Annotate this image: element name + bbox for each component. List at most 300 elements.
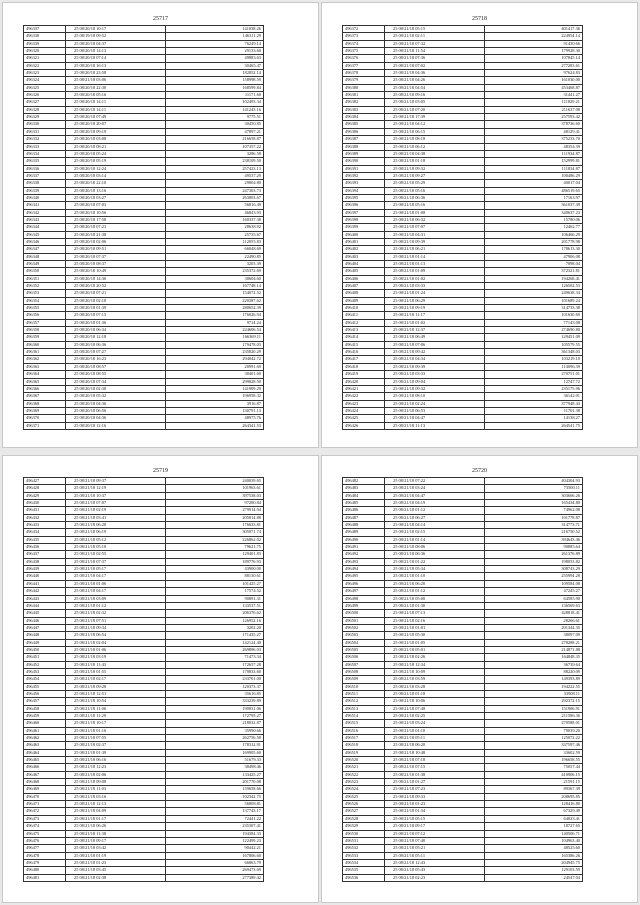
table-row (343, 275, 583, 282)
date-time-cell: 25 08/21/18 10:48 (385, 749, 485, 756)
date-time-cell: 25 08/21/18 09:28 (66, 683, 166, 690)
date-time-cell: 25 08/21/18 12:34 (385, 661, 485, 668)
amount-cell: 35616.85 (166, 690, 264, 697)
record-id-cell: 496356 (24, 312, 66, 319)
table-row (343, 393, 583, 400)
date-time-cell: 25 08/21/18 04:54 (385, 84, 485, 91)
table-row (24, 588, 264, 595)
ledger-table (342, 25, 583, 430)
table-row (24, 393, 264, 400)
record-id-cell: 496374 (343, 40, 385, 47)
date-time-cell: 25 08/21/18 05:15 (385, 815, 485, 822)
table-row (343, 341, 583, 348)
amount-cell: 33602.59 (485, 749, 583, 756)
amount-cell: 486519.65 (485, 187, 583, 194)
date-time-cell: 25 08/21/18 01:12 (385, 507, 485, 514)
record-id-cell: 496418 (343, 363, 385, 370)
table-row (24, 275, 264, 282)
record-id-cell: 496498 (343, 595, 385, 602)
amount-cell: 29133.60 (166, 48, 264, 55)
record-id-cell: 496503 (343, 632, 385, 639)
table-row (24, 735, 264, 742)
amount-cell: 38097.09 (485, 632, 583, 639)
date-time-cell: 25 08/21/18 07:40 (385, 837, 485, 844)
amount-cell: 214871.88 (485, 646, 583, 653)
table-row (343, 253, 583, 260)
date-time-cell: 25 08/21/18 09:34 (66, 624, 166, 631)
record-id-cell: 496450 (24, 646, 66, 653)
table-row (343, 319, 583, 326)
record-id-cell: 496486 (343, 507, 385, 514)
record-id-cell: 496445 (24, 610, 66, 617)
table-row (24, 77, 264, 84)
date-time-cell: 25 08/21/18 01:01 (385, 624, 485, 631)
amount-cell: 22490.85 (166, 253, 264, 260)
record-id-cell: 496411 (343, 312, 385, 319)
date-time-cell: 25 08/21/18 05:16 (385, 187, 485, 194)
table-row (343, 580, 583, 587)
amount-cell: 257423.13 (166, 165, 264, 172)
record-id-cell: 496359 (24, 334, 66, 341)
date-time-cell: 25 08/21/18 07:15 (385, 764, 485, 771)
date-time-cell: 25 08/21/18 01:18 (385, 690, 485, 697)
date-time-cell: 25 08/21/18 06:12 (385, 143, 485, 150)
amount-cell: 56808.81 (166, 801, 264, 808)
amount-cell: 137743.17 (166, 808, 264, 815)
date-time-cell: 25 08/21/18 07:07 (385, 224, 485, 231)
record-id-cell: 496530 (343, 830, 385, 837)
date-time-cell: 25 08/21/18 08:06 (385, 544, 485, 551)
amount-cell: 105579.55 (485, 341, 583, 348)
date-time-cell: 25 08/20/18 06:56 (66, 407, 166, 414)
table-row (343, 415, 583, 422)
amount-cell: 240039.65 (166, 478, 264, 485)
record-id-cell: 496460 (24, 720, 66, 727)
record-id-cell: 496331 (24, 128, 66, 135)
amount-cell: 101689.24 (485, 297, 583, 304)
amount-cell: 12462.77 (485, 224, 583, 231)
date-time-cell: 25 08/21/18 06:20 (385, 742, 485, 749)
date-time-cell: 25 08/21/18 06:27 (385, 514, 485, 521)
amount-cell: 30465.47 (166, 62, 264, 69)
amount-cell: 101778.87 (485, 514, 583, 521)
amount-cell: 14138.27 (485, 415, 583, 422)
record-id-cell: 496405 (343, 268, 385, 275)
table-row (24, 143, 264, 150)
table-row (343, 136, 583, 143)
table-row (24, 114, 264, 121)
record-id-cell: 496322 (24, 62, 66, 69)
amount-cell: 179833.60 (166, 668, 264, 675)
amount-cell: 198053.82 (485, 558, 583, 565)
table-row (24, 319, 264, 326)
record-id-cell: 496378 (343, 70, 385, 77)
date-time-cell: 25 08/21/18 09:16 (385, 92, 485, 99)
table-row (24, 617, 264, 624)
record-id-cell: 496500 (343, 610, 385, 617)
date-time-cell: 25 08/21/18 05:16 (385, 202, 485, 209)
table-row (343, 114, 583, 121)
amount-cell: 165386.26 (485, 852, 583, 859)
table-row (343, 297, 583, 304)
amount-cell: 166369.11 (166, 334, 264, 341)
date-time-cell: 25 08/21/18 02:25 (385, 713, 485, 720)
amount-cell: 47245.27 (485, 588, 583, 595)
date-time-cell: 25 08/21/18 05:30 (385, 632, 485, 639)
table-row (343, 668, 583, 675)
record-id-cell: 496524 (343, 786, 385, 793)
table-row (343, 172, 583, 179)
date-time-cell: 25 08/20/18 08:37 (66, 261, 166, 268)
amount-cell: 235175.96 (485, 385, 583, 392)
record-id-cell: 496474 (24, 823, 66, 830)
record-id-cell: 496429 (24, 492, 66, 499)
record-id-cell: 496488 (343, 522, 385, 529)
table-row (343, 507, 583, 514)
record-id-cell: 496361 (24, 349, 66, 356)
amount-cell: 179928.30 (485, 48, 583, 55)
record-id-cell: 496366 (24, 385, 66, 392)
record-id-cell: 496505 (343, 646, 385, 653)
amount-cell: 3286.58 (166, 150, 264, 157)
amount-cell: 305071.74 (166, 529, 264, 536)
amount-cell: 404304.93 (485, 478, 583, 485)
table-row (343, 698, 583, 705)
record-id-cell: 496375 (343, 48, 385, 55)
amount-cell: 182852.14 (166, 70, 264, 77)
amount-cell: 64023.41 (485, 815, 583, 822)
record-id-cell: 496532 (343, 845, 385, 852)
record-id-cell: 496452 (24, 661, 66, 668)
table-row (343, 327, 583, 334)
amount-cell: 299828.50 (166, 378, 264, 385)
record-id-cell: 496347 (24, 246, 66, 253)
amount-cell: 280652.39 (166, 305, 264, 312)
date-time-cell: 25 08/21/18 01:30 (385, 602, 485, 609)
date-time-cell: 25 08/20/18 02:38 (66, 385, 166, 392)
table-row (343, 859, 583, 866)
record-id-cell: 496381 (343, 92, 385, 99)
record-id-cell: 496522 (343, 771, 385, 778)
table-row (24, 297, 264, 304)
amount-cell: 303606.26 (485, 492, 583, 499)
date-time-cell: 25 08/21/18 10:06 (385, 698, 485, 705)
record-id-cell: 496523 (343, 779, 385, 786)
date-time-cell: 25 08/21/18 04:19 (385, 500, 485, 507)
table-row (24, 661, 264, 668)
date-time-cell: 25 08/20/18 07:37 (66, 253, 166, 260)
record-id-cell: 496377 (343, 62, 385, 69)
table-row (343, 566, 583, 573)
record-id-cell: 496509 (343, 676, 385, 683)
table-row (24, 529, 264, 536)
record-id-cell: 496491 (343, 544, 385, 551)
date-time-cell: 25 08/21/18 01:14 (385, 536, 485, 543)
date-time-cell: 25 08/21/18 01:10 (385, 573, 485, 580)
record-id-cell: 496407 (343, 283, 385, 290)
table-row (24, 246, 264, 253)
table-row (343, 121, 583, 128)
date-time-cell: 25 08/21/18 11:13 (385, 422, 485, 429)
date-time-cell: 25 08/21/18 10:54 (66, 698, 166, 705)
amount-cell: 73500.11 (485, 485, 583, 492)
table-row (24, 180, 264, 187)
date-time-cell: 25 08/21/18 01:08 (385, 209, 485, 216)
amount-cell: 218032.87 (166, 720, 264, 727)
table-row (343, 500, 583, 507)
record-id-cell: 496504 (343, 639, 385, 646)
amount-cell: 38604.60 (166, 275, 264, 282)
table-row (343, 485, 583, 492)
table-row (24, 187, 264, 194)
amount-cell: 220387.62 (166, 297, 264, 304)
record-id-cell: 496471 (24, 801, 66, 808)
date-time-cell: 25 08/21/18 05:10 (66, 544, 166, 551)
amount-cell: 224954.14 (485, 33, 583, 40)
table-row (24, 290, 264, 297)
record-id-cell: 496475 (24, 830, 66, 837)
record-id-cell: 496519 (343, 749, 385, 756)
date-time-cell: 25 08/21/18 05:11 (385, 735, 485, 742)
record-id-cell: 496392 (343, 172, 385, 179)
record-id-cell: 496531 (343, 837, 385, 844)
amount-cell: 49537.29 (166, 172, 264, 179)
amount-cell: 36739.64 (485, 661, 583, 668)
table-row (24, 558, 264, 565)
date-time-cell: 25 08/20/18 10:17 (66, 26, 166, 33)
date-time-cell: 25 08/21/18 04:47 (385, 415, 485, 422)
table-row (24, 595, 264, 602)
table-row (343, 478, 583, 485)
table-row (343, 522, 583, 529)
date-time-cell: 25 08/21/18 01:06 (66, 580, 166, 587)
record-id-cell: 496484 (343, 492, 385, 499)
amount-cell: 204945.75 (485, 859, 583, 866)
record-id-cell: 496326 (24, 92, 66, 99)
date-time-cell: 25 08/21/18 02:26 (385, 654, 485, 661)
record-id-cell: 496448 (24, 632, 66, 639)
record-id-cell: 496408 (343, 290, 385, 297)
table-row (24, 771, 264, 778)
date-time-cell: 25 08/21/18 03:19 (66, 654, 166, 661)
record-id-cell: 496453 (24, 668, 66, 675)
table-row (343, 764, 583, 771)
record-id-cell: 496332 (24, 136, 66, 143)
date-time-cell: 25 08/20/18 05:32 (66, 393, 166, 400)
record-id-cell: 496508 (343, 668, 385, 675)
date-time-cell: 25 08/21/18 06:32 (385, 216, 485, 223)
date-time-cell: 25 08/21/18 07:51 (66, 617, 166, 624)
table-row (24, 268, 264, 275)
table-row (24, 407, 264, 414)
table-row (24, 786, 264, 793)
table-row (24, 507, 264, 514)
record-id-cell: 496520 (343, 757, 385, 764)
table-row (24, 485, 264, 492)
table-row (24, 136, 264, 143)
record-id-cell: 496517 (343, 735, 385, 742)
record-id-cell: 496320 (24, 48, 66, 55)
record-id-cell: 496535 (343, 867, 385, 874)
record-id-cell: 496395 (343, 194, 385, 201)
record-id-cell: 496338 (24, 180, 66, 187)
amount-cell: 149393.89 (485, 676, 583, 683)
date-time-cell: 25 08/20/18 04:36 (66, 400, 166, 407)
amount-cell: 270751.01 (485, 371, 583, 378)
table-row (343, 385, 583, 392)
amount-cell: 154072.52 (166, 290, 264, 297)
record-id-cell: 496521 (343, 764, 385, 771)
amount-cell: 88130.61 (166, 573, 264, 580)
date-time-cell: 25 08/21/18 09:42 (385, 349, 485, 356)
record-id-cell: 496533 (343, 852, 385, 859)
date-time-cell: 25 08/21/18 05:17 (66, 566, 166, 573)
date-time-cell: 25 08/20/18 12:24 (66, 165, 166, 172)
date-time-cell: 25 08/21/18 03:41 (66, 514, 166, 521)
record-id-cell: 496510 (343, 683, 385, 690)
date-time-cell: 25 08/21/18 01:24 (385, 290, 485, 297)
table-row (24, 536, 264, 543)
date-time-cell: 25 08/21/18 12:23 (66, 764, 166, 771)
table-row (343, 209, 583, 216)
amount-cell: 106466.29 (485, 231, 583, 238)
record-id-cell: 496476 (24, 837, 66, 844)
record-id-cell: 496489 (343, 529, 385, 536)
date-time-cell: 25 08/21/18 03:33 (385, 283, 485, 290)
amount-cell: 29804.80 (166, 180, 264, 187)
date-time-cell: 25 08/21/18 01:06 (66, 646, 166, 653)
table-row (343, 588, 583, 595)
table-row (24, 544, 264, 551)
amount-cell: 133425.27 (166, 771, 264, 778)
table-row (343, 779, 583, 786)
table-row (343, 400, 583, 407)
date-time-cell: 25 08/21/18 03:42 (66, 845, 166, 852)
amount-cell: 158998.59 (166, 77, 264, 84)
table-row (24, 55, 264, 62)
record-id-cell: 496423 (343, 400, 385, 407)
amount-cell: 126952.16 (166, 617, 264, 624)
table-row (343, 305, 583, 312)
record-id-cell: 496514 (343, 713, 385, 720)
amount-cell: 201344.35 (485, 624, 583, 631)
date-time-cell: 25 08/21/18 04:31 (385, 231, 485, 238)
date-time-cell: 25 08/21/18 03:33 (385, 371, 485, 378)
record-id-cell: 496394 (343, 187, 385, 194)
record-id-cell: 496345 (24, 231, 66, 238)
record-id-cell: 496494 (343, 566, 385, 573)
record-id-cell: 496449 (24, 639, 66, 646)
table-row (24, 478, 264, 485)
amount-cell: 90885.64 (485, 544, 583, 551)
amount-cell: 51679.33 (166, 757, 264, 764)
table-row (24, 573, 264, 580)
date-time-cell: 25 08/21/18 07:23 (385, 786, 485, 793)
date-time-cell: 25 08/21/18 09:32 (385, 385, 485, 392)
amount-cell: 377948.43 (485, 400, 583, 407)
table-row (343, 378, 583, 385)
date-time-cell: 25 08/20/18 02:06 (66, 238, 166, 245)
date-time-cell: 25 08/21/18 01:02 (385, 319, 485, 326)
record-id-cell: 496506 (343, 654, 385, 661)
record-id-cell: 496396 (343, 202, 385, 209)
table-row (24, 646, 264, 653)
amount-cell: 269473.69 (166, 867, 264, 874)
record-id-cell: 496442 (24, 588, 66, 595)
date-time-cell: 25 08/21/18 12:37 (385, 327, 485, 334)
amount-cell: 20991.69 (166, 363, 264, 370)
table-row (24, 194, 264, 201)
table-row (24, 874, 264, 881)
table-row (343, 793, 583, 800)
date-time-cell: 25 08/21/18 11:29 (66, 713, 166, 720)
table-row (24, 602, 264, 609)
date-time-cell: 25 08/21/18 10:17 (66, 720, 166, 727)
table-row (343, 617, 583, 624)
record-id-cell: 496417 (343, 356, 385, 363)
record-id-cell: 496387 (343, 136, 385, 143)
date-time-cell: 25 08/20/18 14:30 (66, 275, 166, 282)
table-row (343, 407, 583, 414)
record-id-cell: 496372 (343, 26, 385, 33)
table-row (343, 92, 583, 99)
amount-cell: 47906.08 (485, 253, 583, 260)
record-id-cell: 496492 (343, 551, 385, 558)
record-id-cell: 496355 (24, 305, 66, 312)
amount-cell: 90891.31 (166, 595, 264, 602)
table-row (343, 371, 583, 378)
record-id-cell: 496466 (24, 764, 66, 771)
table-row (24, 165, 264, 172)
table-row (24, 610, 264, 617)
record-id-cell: 496380 (343, 84, 385, 91)
table-row (343, 106, 583, 113)
amount-cell: 91430.66 (485, 40, 583, 47)
date-time-cell: 25 08/21/18 11:17 (385, 312, 485, 319)
table-row (343, 99, 583, 106)
amount-cell: 88220.09 (485, 668, 583, 675)
date-time-cell: 25 08/21/18 05:15 (385, 26, 485, 33)
record-id-cell: 496370 (24, 415, 66, 422)
date-time-cell: 25 08/20/18 07:34 (66, 378, 166, 385)
date-time-cell: 25 08/21/18 08:10 (385, 393, 485, 400)
date-time-cell: 25 08/20/18 05:19 (66, 158, 166, 165)
amount-cell: 43900.00 (166, 566, 264, 573)
date-time-cell: 25 08/20/18 20:07 (66, 121, 166, 128)
date-time-cell: 25 08/21/18 07:48 (385, 705, 485, 712)
date-time-cell: 25 08/21/18 06:21 (385, 246, 485, 253)
table-row (343, 705, 583, 712)
record-id-cell: 496369 (24, 407, 66, 414)
amount-cell: 255994.28 (485, 573, 583, 580)
date-time-cell: 25 08/20/18 10:49 (66, 268, 166, 275)
amount-cell: 97280.84 (166, 500, 264, 507)
date-time-cell: 25 08/20/18 03:08 (66, 136, 166, 143)
date-time-cell: 25 08/20/18 06:36 (66, 341, 166, 348)
table-row (24, 363, 264, 370)
amount-cell: 107845.14 (485, 55, 583, 62)
record-id-cell: 496401 (343, 238, 385, 245)
record-id-cell: 496465 (24, 757, 66, 764)
record-id-cell: 496422 (343, 393, 385, 400)
table-row (24, 415, 264, 422)
table-row (343, 165, 583, 172)
table-row (24, 705, 264, 712)
amount-cell: 249638.34 (485, 290, 583, 297)
date-time-cell: 25 08/21/18 11:54 (385, 48, 485, 55)
amount-cell: 314733.38 (485, 305, 583, 312)
table-row (343, 661, 583, 668)
